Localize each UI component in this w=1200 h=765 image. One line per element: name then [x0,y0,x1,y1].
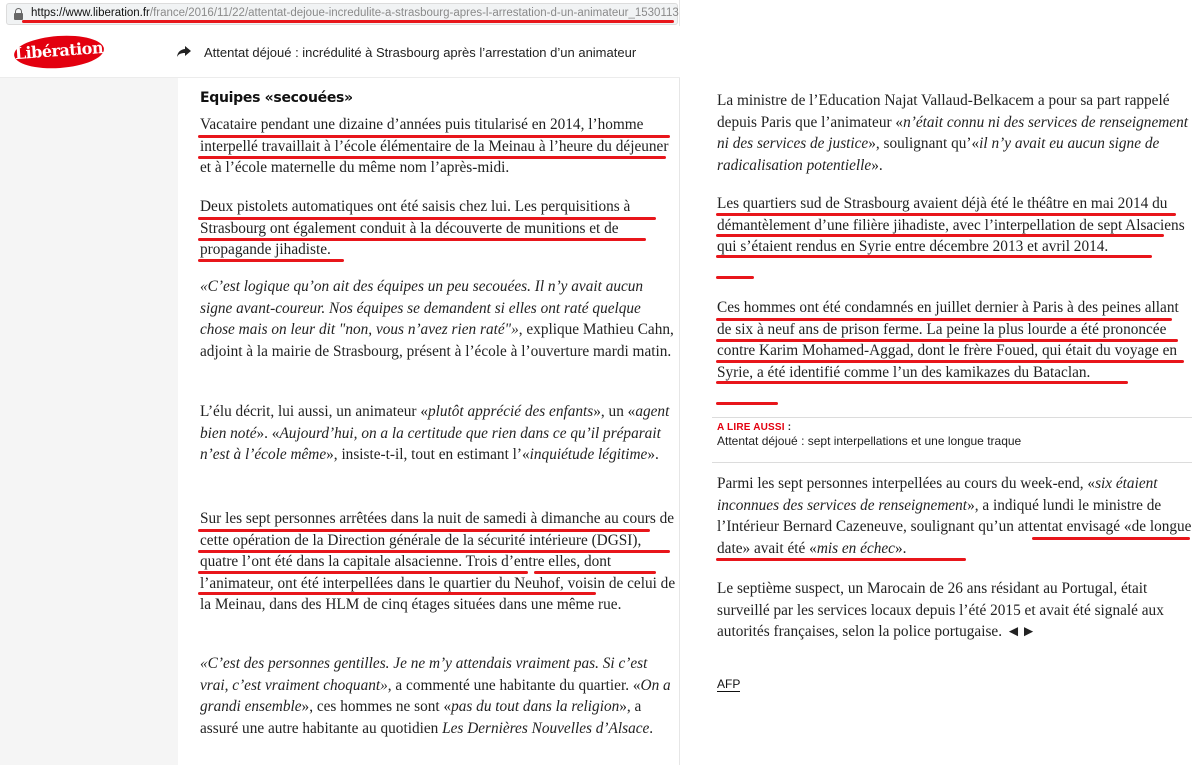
site-header [0,26,680,78]
highlight-underline [716,276,754,279]
paragraph-vallaud-belkacem: La ministre de l’Education Najat Vallaud-Belkacem a pour sa part rappelé depuis Paris que l’animateur «n’était connu ni des services de renseignement ni des services de justice», soulignant qu’«il n’y avait eu aucun signe de radicalisation potentielle». [717,92,1188,174]
section-title: Equipes «secouées» [200,90,353,106]
paragraph-sept-personnes: Sur les sept personnes arrêtées dans la nuit de samedi à dimanche au cours de cette opération de la Direction générale de la sécurité intérieure (DGSI), quatre l’ont été dans la capitale alsacienne. Trois d’entre elles, dont l’animateur, ont été interpellées dans le quartier du Neuhof, voisin de celui de la Meinau, dans des HLM de cinq étages situées dans une même rue. [200,510,676,613]
highlight-underline [716,318,1172,321]
highlight-underline [198,259,344,262]
highlight-underline [716,255,1152,258]
paragraph-pistolets: Deux pistolets automatiques ont été saisis chez lui. Les perquisitions à Strasbourg ont également conduit à la découverte de munitions et de propagande jihadiste. [200,198,631,258]
divider [712,417,1192,418]
highlight-underline [716,381,1128,384]
url-highlight-underline [22,20,674,23]
logo-text: Libération [14,37,104,64]
highlight-underline [198,217,656,220]
paragraph-week-end: Parmi les sept personnes interpellées au cours du week-end, «six étaient inconnues des services de renseignement», a indiqué lundi le ministre de l’Intérieur Bernard Cazeneuve, soulignant qu’un attentat envisagé «de longue date» avait été «mis en échec». [717,475,1192,557]
highlight-underline [716,402,778,405]
a-lire-aussi-block[interactable] [717,422,1192,466]
divider [712,462,1192,463]
share-arrow-icon[interactable] [176,45,192,59]
left-gutter [0,78,178,765]
paragraph-condamnes: Ces hommes ont été condamnés en juillet dernier à Paris à des peines allant de six à neuf ans de prison ferme. La peine la plus lourde a été prononcée contre Karim Mohamed-Aggad, dont le frère Foued, qui était du voyage en Syrie, a été identifié comme l’un des kamikazes du Bataclan. [717,299,1179,381]
highlight-underline [198,156,666,159]
paragraph-quartiers-sud: Les quartiers sud de Strasbourg avaient déjà été le théâtre en mai 2014 du démantèlement d’une filière jihadiste, avec l’interpellation de sept Alsaciens qui s’étaient rendus en Syrie entre décembre 2013 et avril 2014. [717,195,1185,255]
url-path: /france/2016/11/22/attentat-dejoue-incredulite-a-strasbourg-apres-l-arrestation-d-un-animateur_1530113 [149,7,679,19]
highlight-underline [716,360,1184,363]
highlight-underline [198,550,670,553]
highlight-underline [198,238,646,241]
highlight-underline [198,529,650,532]
highlight-underline [716,234,1164,237]
highlight-underline [716,213,1176,216]
url-host: https://www.liberation.fr [31,7,150,19]
paragraph-titularise: Vacataire pendant une dizaine d’années puis titularisé en 2014, l’homme interpellé travaillait à l’école élémentaire de la Meinau à l’heure du déjeuner et à l’école maternelle du même nom l’après-midi. [200,116,669,176]
a-lire-aussi-link[interactable]: Attentat déjoué : sept interpellations et une longue traque [717,434,1022,448]
paragraph-elu: L’élu décrit, lui aussi, un animateur «plutôt apprécié des enfants», un «agent bien noté». «Aujourd’hui, on a la certitude que rien dans ce qu’il préparait n’est à l’école même», insiste-t-il, tout en estimant l’«inquiétude légitime». [200,403,670,463]
highlight-underline [716,339,1178,342]
highlight-underline [716,558,966,561]
a-lire-aussi-label: A LIRE AUSSI : [717,422,792,433]
paragraph-quote-cahn: «C’est logique qu’on ait des équipes un peu secouées. Il n’y avait aucun signe avant-coureur. Nos équipes se demandent si elles ont raté quelque chose mais on leur dit "non, vous n’avez rien raté"», explique Mathieu Cahn, adjoint à la mairie de Strasbourg, présent à l’école à l’ouverture mardi matin. [200,278,674,360]
header-article-title: Attentat déjoué : incrédulité à Strasbourg après l’arrestation d’un animateur [204,45,637,60]
lock-icon [14,8,23,20]
highlight-underline [198,135,670,138]
liberation-logo[interactable] [13,33,105,71]
highlight-underline [198,571,528,574]
source-afp-link[interactable]: AFP [717,677,741,691]
highlight-underline [198,592,596,595]
paragraph-septieme-suspect: Le septième suspect, un Marocain de 26 ans résidant au Portugal, était surveillé par les services locaux depuis l’été 2015 et avait été signalé aux autorités françaises, selon la police portugaise. ◄► [717,580,1164,640]
highlight-underline [1032,537,1190,540]
url-text[interactable] [31,7,679,19]
highlight-underline [534,571,656,574]
paragraph-habitante: «C’est des personnes gentilles. Je ne m’y attendais vraiment pas. Si c’est vrai, c’est vraiment choquant», a commenté une habitante du quartier. «On a grandi ensemble», ces hommes ne sont «pas du tout dans la religion», a assuré une autre habitante au quotidien Les Dernières Nouvelles d’Alsace. [200,655,671,737]
